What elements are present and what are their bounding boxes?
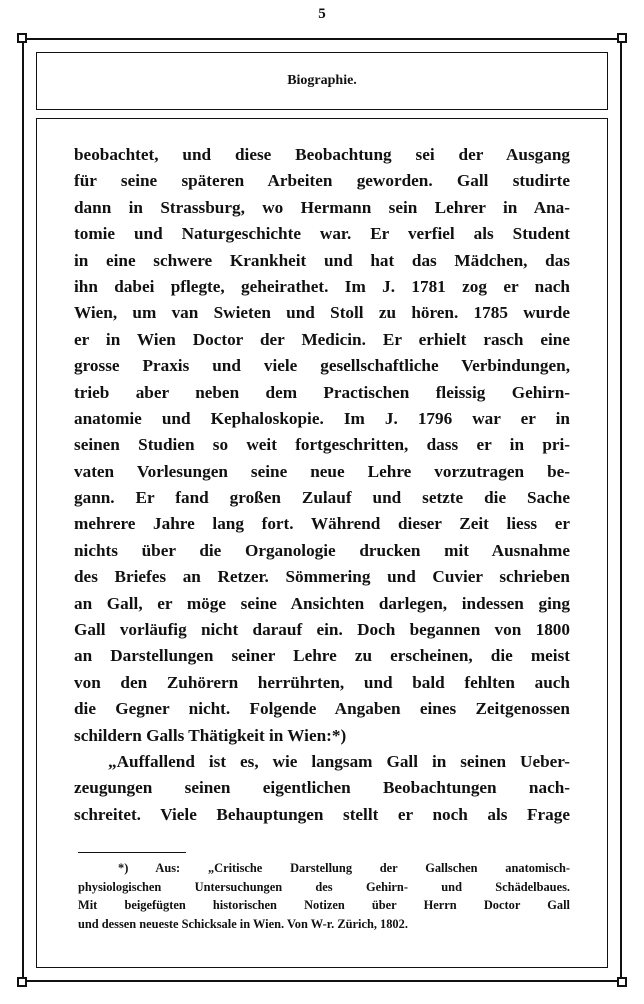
footnote-line: und dessen neueste Schicksale in Wien. Von W-r. Zürich, 1802. bbox=[78, 916, 408, 931]
corner-ornament-bottom-left bbox=[17, 977, 27, 987]
text-line: zeugungen seinen eigentlichen Beobachtungen nach- bbox=[74, 778, 570, 798]
text-line: Gall vorläufig nicht darauf ein. Doch begannen von 1800 bbox=[74, 620, 570, 640]
footnote-line: *) Aus: „Critische Darstellung der Gallschen anatomisch- bbox=[118, 861, 570, 875]
text-line: er in Wien Doctor der Medicin. Er erhielt rasch eine bbox=[74, 329, 570, 349]
running-head: Biographie. bbox=[287, 73, 357, 88]
footnote-separator bbox=[78, 852, 186, 853]
text-line: an Darstellungen seiner Lehre zu erscheinen, die meist bbox=[74, 646, 570, 666]
text-line: seinen Studien so weit fortgeschritten, dass er in pri- bbox=[74, 435, 570, 455]
text-line: gann. Er fand großen Zulauf und setzte die Sache bbox=[74, 488, 570, 508]
corner-ornament-top-right bbox=[617, 33, 627, 43]
footnote bbox=[78, 859, 570, 933]
text-line: schildern Galls Thätigkeit in Wien:*) bbox=[74, 725, 347, 745]
body-text bbox=[74, 142, 570, 828]
text-line: tomie und Naturgeschichte war. Er verfiel als Student bbox=[74, 224, 570, 244]
text-line: nichts über die Organologie drucken mit Ausnahme bbox=[74, 540, 570, 560]
text-line: ihn dabei pflegte, geheirathet. Im J. 1781 zog er nach bbox=[74, 276, 570, 296]
text-line: an Gall, er möge seine Ansichten darlegen, indessen ging bbox=[74, 593, 570, 613]
text-line: des Briefes an Retzer. Sömmering und Cuvier schrieben bbox=[74, 567, 570, 587]
text-line: trieb aber neben dem Practischen fleissig Gehirn- bbox=[74, 382, 570, 402]
text-line: von den Zuhörern herrührten, und bald fehlten auch bbox=[74, 672, 570, 692]
footnote-line: physiologischen Untersuchungen des Gehirn- und Schädelbaues. bbox=[78, 879, 570, 894]
text-line: anatomie und Kephaloskopie. Im J. 1796 war er in bbox=[74, 408, 570, 428]
page-number: 5 bbox=[318, 6, 326, 22]
text-line: dann in Strassburg, wo Hermann sein Lehrer in Ana- bbox=[74, 197, 570, 217]
text-line: vaten Vorlesungen seine neue Lehre vorzutragen be- bbox=[74, 461, 570, 481]
text-line: grosse Praxis und viele gesellschaftliche Verbindungen, bbox=[74, 356, 570, 376]
text-line: für seine späteren Arbeiten geworden. Gall studirte bbox=[74, 171, 570, 191]
text-line: Wien, um van Swieten und Stoll zu hören. 1785 wurde bbox=[74, 303, 570, 323]
text-line: in eine schwere Krankheit und hat das Mädchen, das bbox=[74, 250, 570, 270]
text-line: schreitet. Viele Behauptungen stellt er noch als Frage bbox=[74, 804, 570, 824]
footnote-line: Mit beigefügten historischen Notizen über Herrn Doctor Gall bbox=[78, 898, 570, 913]
text-line: „Auffallend ist es, wie langsam Gall in seinen Ueber- bbox=[108, 751, 570, 771]
text-line: die Gegner nicht. Folgende Angaben eines Zeitgenossen bbox=[74, 699, 570, 719]
text-line: beobachtet, und diese Beobachtung sei der Ausgang bbox=[74, 145, 570, 164]
corner-ornament-bottom-right bbox=[617, 977, 627, 987]
corner-ornament-top-left bbox=[17, 33, 27, 43]
text-line: mehrere Jahre lang fort. Während dieser Zeit liess er bbox=[74, 514, 570, 534]
